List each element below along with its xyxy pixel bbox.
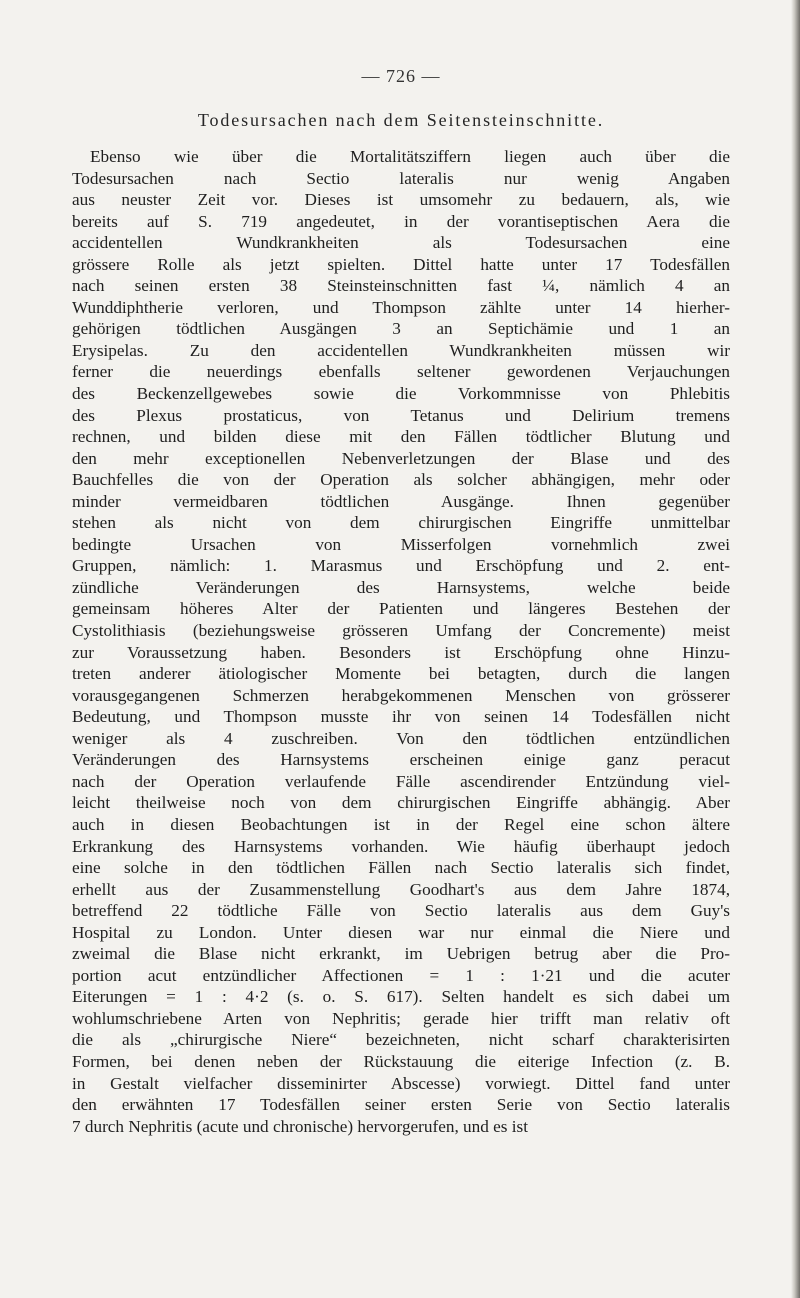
text-line: 7 durch Nephritis (acute und chronische) hervorgerufen, und es ist: [72, 1116, 528, 1136]
text-line: minder vermeidbaren tödtlichen Ausgänge. Ihnen gegenüber: [72, 491, 730, 511]
text-line: die als „chirurgische Niere“ bezeichneten, nicht scharf charakterisirten: [72, 1030, 730, 1050]
text-line: Gruppen, nämlich: 1. Marasmus und Erschöpfung und 2. ent-: [72, 556, 730, 576]
text-line: in Gestalt vielfacher disseminirter Abscesse) vorwiegt. Dittel fand unter: [72, 1073, 730, 1093]
text-line: vorausgegangenen Schmerzen herabgekommenen Menschen von grösserer: [72, 685, 730, 705]
text-line: leicht theilweise noch von dem chirurgischen Eingriffe abhängig. Aber: [72, 793, 730, 813]
text-line: Cystolithiasis (beziehungsweise grösseren Umfang der Concremente) meist: [72, 621, 730, 641]
text-line: zur Voraussetzung haben. Besonders ist Erschöpfung ohne Hinzu-: [72, 642, 730, 662]
text-line: Todesursachen nach Sectio lateralis nur wenig Angaben: [72, 168, 730, 188]
text-line: Eiterungen = 1 : 4·2 (s. o. S. 617). Selten handelt es sich dabei um: [72, 987, 730, 1007]
text-line: betreffend 22 tödtliche Fälle von Sectio lateralis aus dem Guy's: [72, 901, 730, 921]
page-edge-shadow: [791, 0, 800, 1298]
text-line: Erkrankung des Harnsystems vorhanden. Wie häufig überhaupt jedoch: [72, 836, 730, 856]
section-heading: Todesursachen nach dem Seitensteinschnitte.: [197, 110, 605, 130]
text-line: portion acut entzündlicher Affectionen = 1 : 1·21 und die acuter: [72, 965, 730, 985]
text-line: accidentellen Wundkrankheiten als Todesursachen eine: [72, 233, 730, 253]
text-line: Erysipelas. Zu den accidentellen Wundkrankheiten müssen wir: [72, 340, 730, 360]
text-line: aus neuster Zeit vor. Dieses ist umsomehr zu bedauern, als, wie: [72, 190, 730, 210]
text-line: Wunddiphtherie verloren, und Thompson zählte unter 14 hierher-: [72, 297, 730, 317]
body-text: [72, 146, 730, 1137]
text-line: den mehr exceptionellen Nebenverletzungen der Blase und des: [72, 448, 730, 468]
page-number: — 726 —: [361, 66, 441, 86]
text-line: zweimal die Blase nicht erkrankt, im Uebrigen betrug aber die Pro-: [72, 944, 730, 964]
text-line: gehörigen tödtlichen Ausgängen 3 an Septichämie und 1 an: [72, 319, 730, 339]
text-line: gemeinsam höheres Alter der Patienten und längeres Bestehen der: [72, 599, 730, 619]
text-line: Bauchfelles die von der Operation als solcher abhängigen, mehr oder: [72, 470, 730, 490]
text-line: rechnen, und bilden diese mit den Fällen tödtlicher Blutung und: [72, 427, 730, 447]
text-line: Hospital zu London. Unter diesen war nur einmal die Niere und: [72, 922, 730, 942]
text-line: Bedeutung, und Thompson musste ihr von seinen 14 Todesfällen nicht: [72, 707, 730, 727]
text-line: ferner die neuerdings ebenfalls seltener gewordenen Verjauchungen: [72, 362, 730, 382]
text-line: eine solche in den tödtlichen Fällen nach Sectio lateralis sich findet,: [72, 858, 730, 878]
text-line: nach seinen ersten 38 Steinsteinschnitten fast ¼, nämlich 4 an: [72, 276, 730, 296]
text-line: Veränderungen des Harnsystems erscheinen einige ganz peracut: [72, 750, 730, 770]
text-line: Formen, bei denen neben der Rückstauung die eiterige Infection (z. B.: [72, 1051, 730, 1071]
text-line: den erwähnten 17 Todesfällen seiner ersten Serie von Sectio lateralis: [72, 1095, 730, 1115]
text-line: Ebenso wie über die Mortalitätsziffern liegen auch über die: [90, 147, 730, 166]
text-line: des Beckenzellgewebes sowie die Vorkommnisse von Phlebitis: [72, 384, 730, 404]
text-line: auch in diesen Beobachtungen ist in der Regel eine schon ältere: [72, 814, 730, 834]
text-line: nach der Operation verlaufende Fälle ascendirender Entzündung viel-: [72, 771, 730, 791]
text-line: treten anderer ätiologischer Momente bei betagten, durch die langen: [72, 664, 730, 684]
text-line: des Plexus prostaticus, von Tetanus und Delirium tremens: [72, 405, 730, 425]
text-line: erhellt aus der Zusammenstellung Goodhart's aus dem Jahre 1874,: [72, 879, 730, 899]
text-line: grössere Rolle als jetzt spielten. Dittel hatte unter 17 Todesfällen: [72, 254, 730, 274]
text-line: zündliche Veränderungen des Harnsystems, welche beide: [72, 577, 730, 597]
text-line: stehen als nicht von dem chirurgischen Eingriffe unmittelbar: [72, 513, 730, 533]
text-line: bedingte Ursachen von Misserfolgen vornehmlich zwei: [72, 534, 730, 554]
text-line: weniger als 4 zuschreiben. Von den tödtlichen entzündlichen: [72, 728, 730, 748]
text-line: bereits auf S. 719 angedeutet, in der vorantiseptischen Aera die: [72, 211, 730, 231]
text-line: wohlumschriebene Arten von Nephritis; gerade hier trifft man relativ oft: [72, 1008, 730, 1028]
